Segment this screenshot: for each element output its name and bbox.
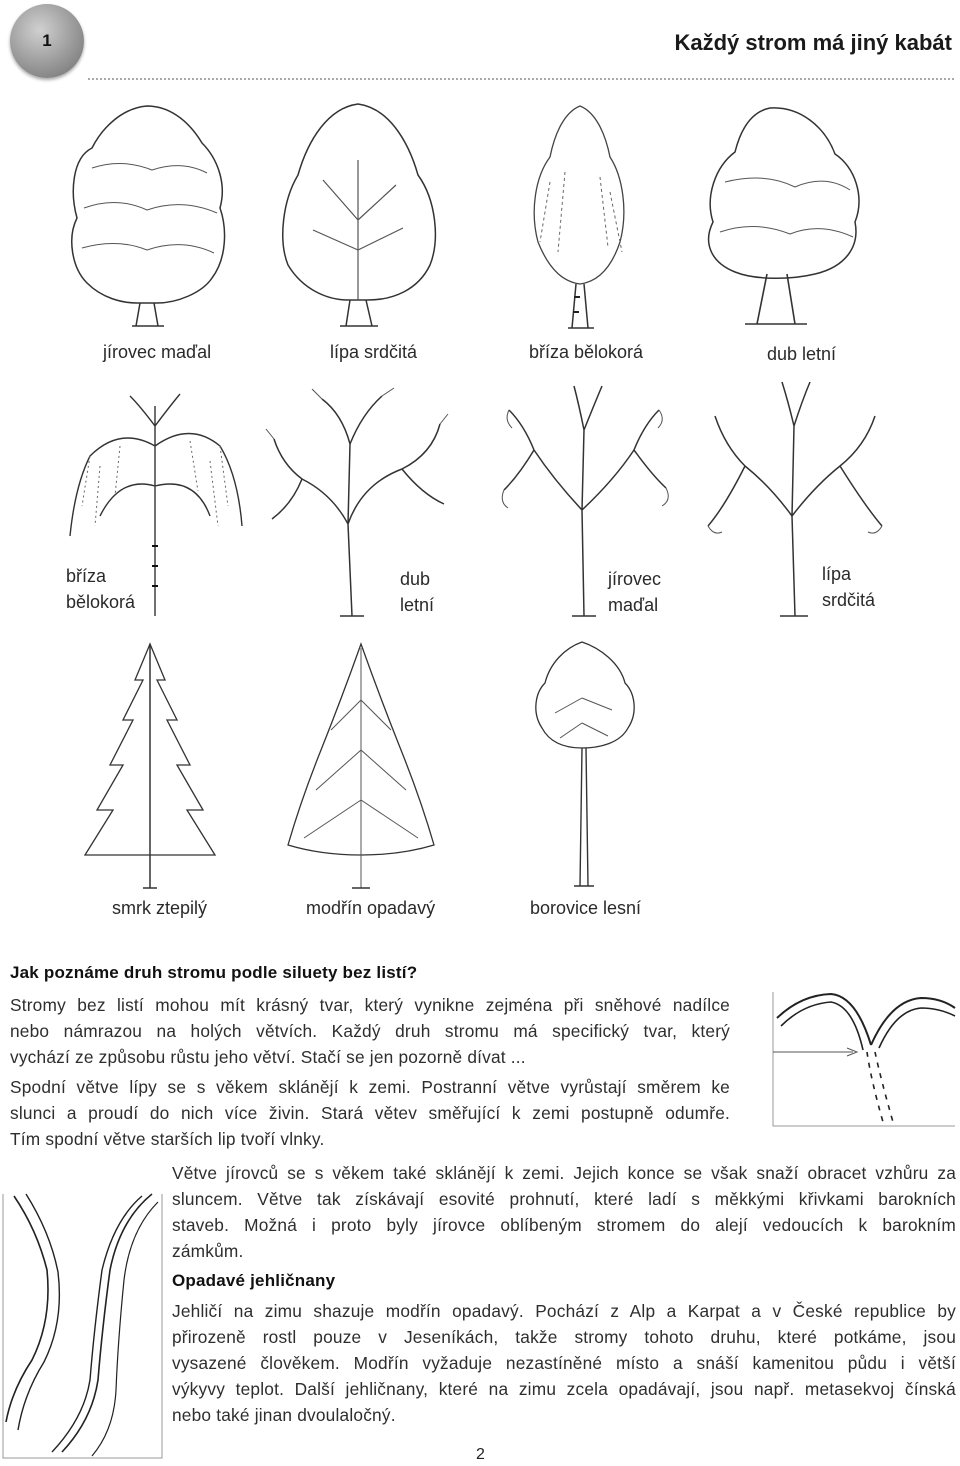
label-line: bělokorá bbox=[66, 592, 136, 612]
label-line: bříza bbox=[66, 566, 107, 586]
paragraph-line: sluncem. Větve tak získávají esovité prohnutí, které ladí s měkkými křivkami barokních bbox=[172, 1189, 956, 1209]
page-badge-number: 1 bbox=[42, 31, 52, 50]
paragraph-line: výkyvy teplot. Další jehličnany, které na zimu zcela opadávají, jsou např. metasekvoj čínská bbox=[172, 1379, 956, 1399]
paragraph-line: zámkům. bbox=[172, 1241, 244, 1261]
label-dub-letni-bare bbox=[400, 566, 434, 618]
tree-illustration-briza-leafy bbox=[510, 102, 650, 330]
paragraph-jirovec bbox=[172, 1160, 956, 1264]
label-jirovec-madal-bare bbox=[608, 566, 661, 618]
tree-illustration-smrk bbox=[75, 640, 225, 890]
label-lipa-srdcita-bare bbox=[822, 561, 875, 613]
paragraph-line: slunci a proudí do nich více živin. Stará větev směřující k zemi postupně odumře. bbox=[10, 1103, 730, 1123]
tree-illustration-dub-leafy bbox=[695, 102, 870, 328]
label-line: srdčitá bbox=[822, 590, 876, 610]
label-line: maďal bbox=[608, 595, 659, 615]
label-borovice-lesni: borovice lesní bbox=[530, 898, 642, 918]
tree-illustration-lipa-leafy bbox=[268, 100, 448, 330]
paragraph-line: nebo námrazou na holých větvích. Každý druh stromu má specifický tvar, který bbox=[10, 1021, 730, 1041]
paragraph-line: Tím spodní větve starších lip tvoří vlnky. bbox=[10, 1129, 325, 1149]
lipa-branch-diagram bbox=[771, 990, 957, 1128]
paragraph-line: vysazené člověkem. Modřín vyžaduje nezastíněné místo a snáší kamenitou půdu i větší bbox=[172, 1353, 956, 1373]
label-briza-belokora: bříza bělokorá bbox=[529, 342, 644, 362]
paragraph-line: nebo také jinan dvoulaločný. bbox=[172, 1405, 396, 1425]
label-modrin-opadavy: modřín opadavý bbox=[306, 898, 436, 918]
page-title: Každý strom má jiný kabát bbox=[674, 30, 952, 55]
paragraph-opadave-jehlicnany bbox=[172, 1298, 956, 1428]
page-number: 2 bbox=[476, 1446, 485, 1463]
section-heading-silhouette: Jak poznáme druh stromu podle siluety bez listí? bbox=[10, 963, 418, 982]
page-badge bbox=[10, 4, 84, 78]
paragraph-line: Větve jírovců se s věkem také sklánějí k zemi. Jejich konce se však snaží obracet vzhůru za bbox=[172, 1163, 956, 1183]
paragraph-line: vychází ze způsobu růstu jeho větví. Stačí se jen pozorně dívat ... bbox=[10, 1047, 526, 1067]
label-smrk-ztepily: smrk ztepilý bbox=[112, 898, 208, 918]
label-lipa-srdcita: lípa srdčitá bbox=[330, 342, 418, 362]
jirovec-branch-diagram bbox=[2, 1190, 164, 1460]
tree-illustration-modrin bbox=[276, 640, 446, 890]
tree-illustration-jirovec-leafy bbox=[62, 98, 232, 330]
label-line: lípa bbox=[822, 564, 852, 584]
paragraph-line: Spodní větve lípy se s věkem sklánějí k zemi. Postranní větve vyrůstají směrem ke bbox=[10, 1077, 730, 1097]
paragraph-line: Jehličí na zimu shazuje modřín opadavý. Pochází z Alp a Karpat a v České republice by bbox=[172, 1301, 956, 1321]
label-line: dub bbox=[400, 569, 431, 589]
paragraph-line: Stromy bez listí mohou mít krásný tvar, který vynikne zejména při sněhové nadílce bbox=[10, 995, 730, 1015]
paragraph-line: staveb. Možná i proto byly jírovce oblíbeným stromem do alejí vedoucích k barokním bbox=[172, 1215, 956, 1235]
paragraph-silhouette bbox=[10, 992, 730, 1070]
tree-illustration-borovice bbox=[520, 638, 650, 890]
paragraph-lipa bbox=[10, 1074, 730, 1152]
paragraph-line: přirozeně rostl pouze v Jeseníkách, takže stromy tohoto druhu, které potkáme, jsou bbox=[172, 1327, 956, 1347]
label-line: jírovec bbox=[608, 569, 662, 589]
section-heading-opadave-jehlicnany: Opadavé jehličnany bbox=[172, 1271, 336, 1290]
label-briza-belokora-bare bbox=[66, 563, 135, 615]
label-dub-letni: dub letní bbox=[767, 344, 837, 364]
label-jirovec-madal: jírovec maďal bbox=[103, 342, 212, 362]
label-line: letní bbox=[400, 595, 435, 615]
header-divider bbox=[88, 78, 954, 80]
